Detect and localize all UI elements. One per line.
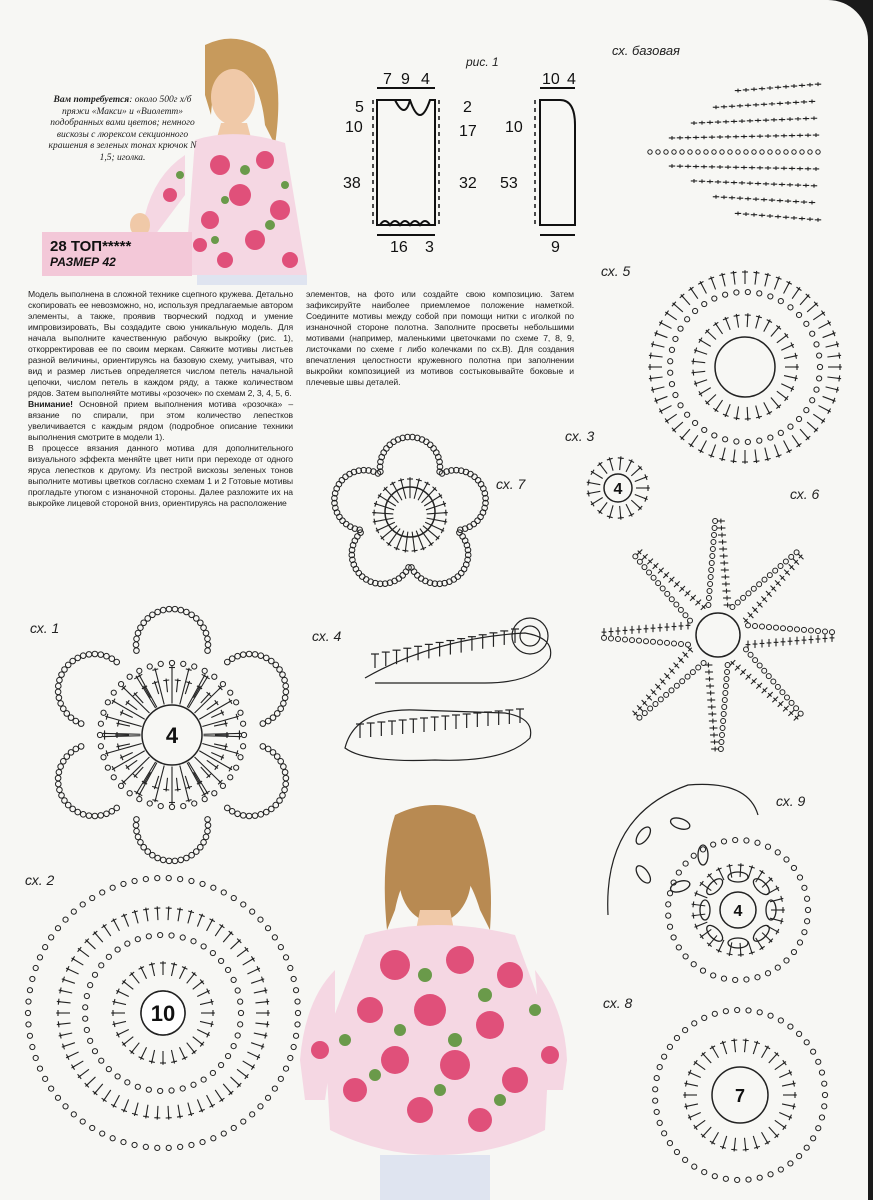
scheme-5-diagram [640,265,850,470]
fig1-sleeve-left-1: 10 [505,119,523,136]
materials-heading: Вам потребуется [53,95,130,105]
pattern-fig1 [335,70,595,260]
fig1-sleeve-top-1: 10 [542,71,560,88]
text-column-2 [306,289,574,388]
model-photo-back [295,800,575,1200]
scheme-8-diagram [645,1005,835,1190]
scheme-2-diagram [18,873,308,1158]
scheme-1-diagram [35,612,310,862]
scheme-8-center: 7 [734,1086,746,1106]
base-scheme-diagram [620,60,840,245]
scheme-6-label: сх. 6 [790,486,820,502]
scheme-7-label: сх. 7 [496,476,526,492]
materials-text [40,95,205,164]
model-banner [42,232,192,276]
fig1-right-3: 32 [459,175,477,192]
scheme-9-center: 4 [733,903,743,920]
scheme-2-label: сх. 2 [25,872,55,888]
fig1-bottom-2: 3 [425,239,434,256]
fig1-top-3: 4 [421,71,430,88]
fig1-bottom-1: 16 [390,239,408,256]
fig1-left-3: 38 [343,175,361,192]
scheme-4-label: сх. 4 [312,628,342,644]
fig1-sleeve-left-2: 53 [500,175,518,192]
text-col2-p1: элементов, на фото или создайте свою композицию. Затем зафиксируйте наиболее приемлемое положение наметкой. Соедините мотивы между собой при помощи нитки с иголкой по изнаночной стороне полотна. Заполните просветы небольшими мотивами (например, маленькими цветочками по схеме 7, 8, 9, листочками по схеме г либо колечками по сх.В). Для создания впечатления целостности кружевного полотна при заполнении выкройки композицией из мотивов состыковывайте боковые и плечевые швы деталей. [306,289,574,387]
materials-body: : около 500г х/б пряжи «Макси» и «Виолетт» подобранных вами цветов; немного вискозы с люрексом секционного крашения в зеленых тонах крючок N 1,5; иголка. [48,95,197,163]
fig1-sleeve-bottom: 9 [551,239,560,256]
model-size: РАЗМЕР 42 [50,255,116,269]
scheme-1-center: 4 [165,723,179,748]
scheme-8-label: сх. 8 [603,995,633,1011]
scheme-3-center: 4 [613,481,623,498]
scheme-9-diagram [598,775,818,985]
scheme-7-diagram [318,430,503,610]
scheme-2-center: 10 [150,1001,176,1026]
scheme-5-label: сх. 5 [601,263,631,279]
fig1-sleeve-top-2: 4 [567,71,576,88]
fig1-left-2: 10 [345,119,363,136]
text-col1-p2: Основной прием выполнения мотива «розочка» – вязание по спирали, при этом количество лепестков увеличивается с каждым рядом (подробное описание техники выполнения смотрите в модели 1). [28,399,293,442]
text-col1-p3: В процессе вязания данного мотива для дополнительного визуального эффекта меняйте цвет нити при переходе от одного яруса лепестков к другому. Из пестрой вискозы зеленых тонов выполните мотивы цветков согласно схемам 1 и 2 Готовые мотивы прогладьте утюгом с изнаночной стороны. Далее разложите их на выкройке лицевой стороной вниз, ориентируясь на расположение [28,443,293,508]
scheme-3-label: сх. 3 [565,428,595,444]
scheme-1-label: сх. 1 [30,620,60,636]
text-col1-attention: Внимание! [28,399,73,409]
fig1-top-2: 9 [401,71,410,88]
base-scheme-label: сх. базовая [612,43,680,58]
fig1-right-2: 17 [459,123,477,140]
scheme-9-label: сх. 9 [776,793,806,809]
fig1-left-1: 5 [355,99,364,116]
text-column-1 [28,289,293,509]
fig1-label: рис. 1 [466,55,499,69]
scheme-4-diagram [335,598,565,788]
scheme-6-diagram [585,500,850,765]
fig1-right-1: 2 [463,99,472,116]
text-col1-p1: Модель выполнена в сложной технике сцепного кружева. Детально скопировать ее невозможно, но, используя предлагаемые автором элементы, а также, проявив творческий подход и умение импровизировать, Вы создадите свою уникальную модель. Для начала выполните качественную рабочую выкройку (рис. 1), откорректировав ее по своим меркам. Свяжите мотивы листьев разной величины, ориентируясь на базовую схему, учитывая, что вид и размер листьев определяется числом петель начальной цепочки, числом петель в каждом ряду, а также количеством рядов. Затем выполняйте мотивы «розочек» по схемам 2, 3, 4, 5, 6. [28,289,293,398]
fig1-top-1: 7 [383,71,392,88]
model-title: 28 ТОП***** [50,238,132,255]
